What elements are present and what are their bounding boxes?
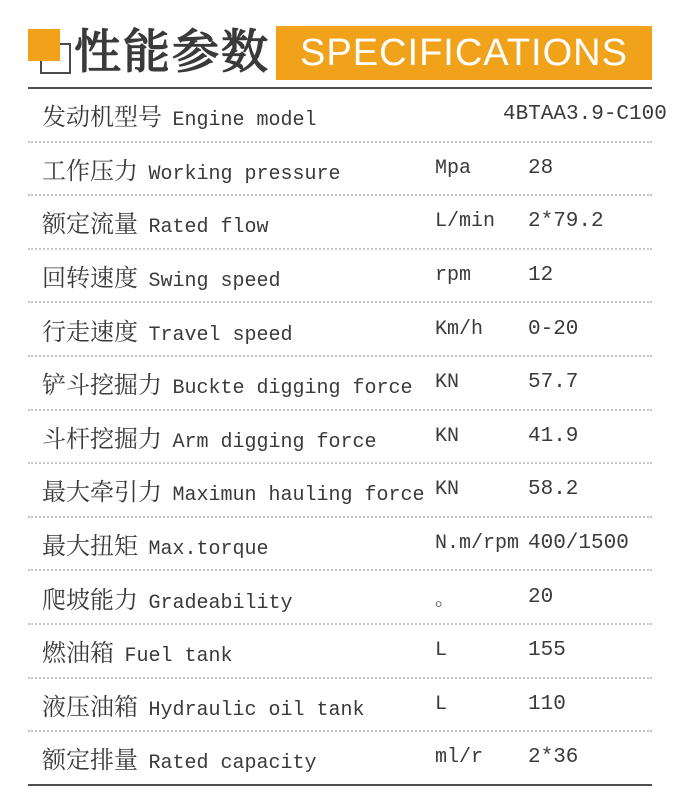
table-row: [28, 194, 652, 248]
row-label-cn: 最大牵引力: [42, 478, 162, 507]
row-unit: L/min: [435, 210, 496, 234]
row-label: [28, 687, 435, 722]
row-value: 57.7: [528, 371, 579, 395]
row-label: [28, 151, 435, 186]
table-row: [28, 569, 652, 623]
row-unit: KN: [435, 371, 460, 395]
row-label-cn: 铲斗挖掘力: [42, 371, 162, 400]
table-row: [28, 730, 652, 784]
row-label-en: Rated flow: [148, 216, 269, 240]
table-row: [28, 462, 652, 516]
row-label-en: Engine model: [172, 109, 317, 133]
row-label-cn: 工作压力: [42, 156, 138, 185]
table-row: [28, 355, 652, 409]
row-label-en: Swing speed: [148, 270, 281, 294]
row-label-cn: 发动机型号: [42, 103, 162, 132]
row-label-en: Fuel tank: [124, 645, 233, 669]
table-row: [28, 677, 652, 731]
row-label-en: Hydraulic oil tank: [148, 698, 365, 722]
row-label-cn: 斗杆挖掘力: [42, 424, 162, 453]
row-label: [28, 472, 435, 507]
row-label-cn: 液压油箱: [42, 692, 138, 721]
spec-table: [28, 87, 667, 786]
square-fill-shape: [28, 29, 60, 61]
row-label-cn: 最大扭矩: [42, 532, 138, 561]
row-label-cn: 额定排量: [42, 746, 138, 775]
row-unit: 。: [435, 589, 455, 613]
row-label: [28, 97, 435, 132]
table-row: [28, 141, 652, 195]
table-row: [28, 301, 652, 355]
banner-label: SPECIFICATIONS: [300, 31, 628, 74]
table-row: [28, 89, 667, 141]
row-unit: KN: [435, 424, 460, 448]
row-unit: L: [435, 639, 448, 663]
row-label: [28, 526, 435, 561]
table-row: [28, 623, 652, 677]
table-row: [28, 409, 652, 463]
row-value: 110: [528, 692, 566, 716]
row-label: [28, 365, 435, 400]
row-label: [28, 580, 435, 615]
overlap-squares-icon: [28, 27, 72, 79]
row-value: 0-20: [528, 317, 579, 341]
row-label-en: Working pressure: [148, 162, 341, 186]
header: [28, 25, 652, 81]
row-unit: KN: [435, 478, 460, 502]
row-label: [28, 204, 435, 239]
row-label-cn: 燃油箱: [42, 639, 114, 668]
row-label: [28, 258, 435, 293]
row-value: 155: [528, 639, 566, 663]
row-value: 2*36: [528, 746, 579, 770]
page-title: 性能参数: [74, 25, 270, 80]
row-label-en: Arm digging force: [172, 430, 377, 454]
row-label: [28, 740, 435, 775]
row-value: 12: [528, 264, 554, 288]
row-label-cn: 回转速度: [42, 264, 138, 293]
row-label-en: Maximun hauling force: [172, 484, 425, 508]
row-value: 400/1500: [528, 532, 629, 556]
row-unit: L: [435, 692, 448, 716]
row-label-en: Travel speed: [148, 323, 293, 347]
row-unit: ml/r: [435, 746, 484, 770]
row-label: [28, 312, 435, 347]
row-label-en: Max.torque: [148, 538, 269, 562]
row-value: 28: [528, 156, 554, 180]
row-value: 41.9: [528, 424, 579, 448]
row-label-en: Gradeability: [148, 591, 293, 615]
table-row: [28, 516, 652, 570]
row-unit: Km/h: [435, 317, 484, 341]
row-value: 58.2: [528, 478, 579, 502]
row-label: [28, 633, 435, 668]
row-value: 4BTAA3.9-C100: [503, 103, 667, 127]
row-unit: rpm: [435, 264, 472, 288]
row-unit: N.m/rpm: [435, 532, 520, 556]
row-label-cn: 爬坡能力: [42, 585, 138, 614]
row-value: 2*79.2: [528, 210, 604, 234]
row-label-cn: 行走速度: [42, 317, 138, 346]
row-value: 20: [528, 585, 554, 609]
row-label-cn: 额定流量: [42, 210, 138, 239]
table-row: [28, 248, 652, 302]
row-label: [28, 419, 435, 454]
row-unit: Mpa: [435, 156, 472, 180]
row-label-en: Buckte digging force: [172, 377, 413, 401]
row-label-en: Rated capacity: [148, 752, 317, 776]
specifications-banner: [276, 26, 652, 80]
